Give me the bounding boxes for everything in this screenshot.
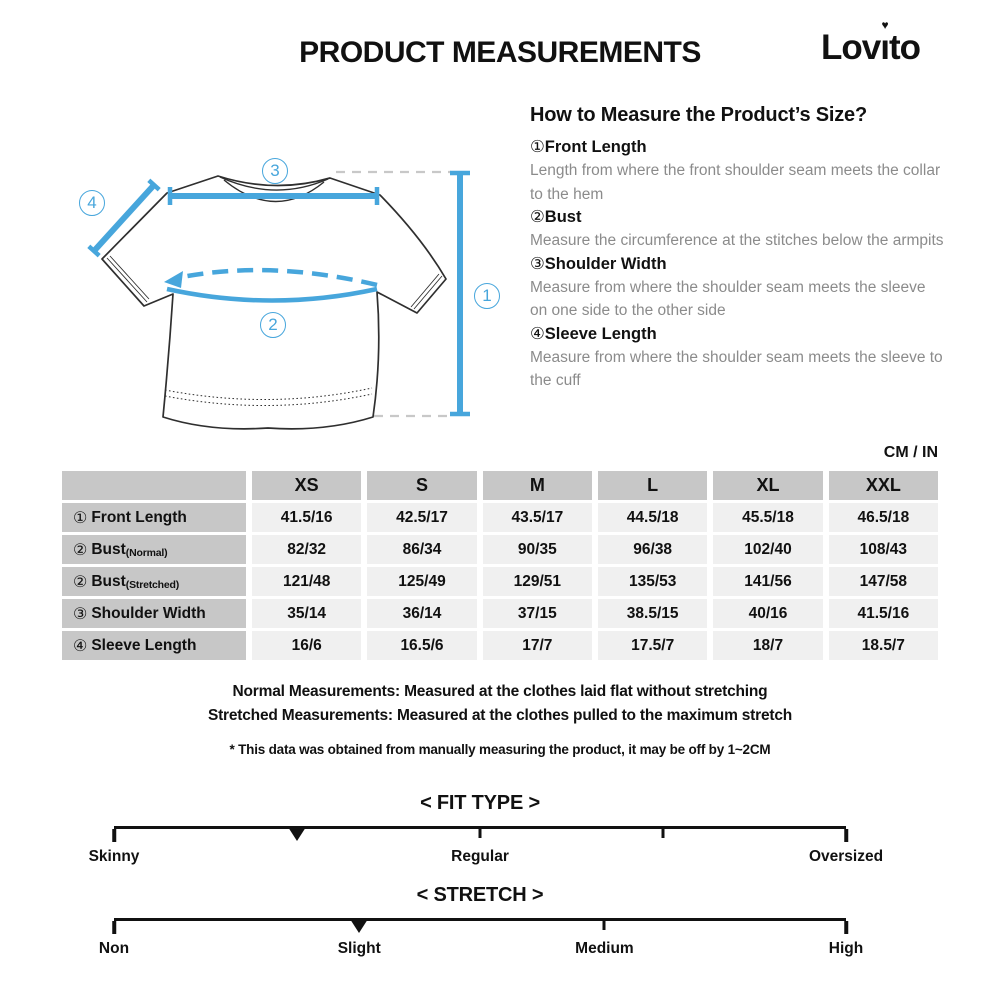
measurement-row-label: ① Front Length (62, 503, 246, 532)
scale-label: Non (98, 940, 130, 957)
scale-tick (112, 921, 116, 934)
disclaimer: * This data was obtained from manually measuring the product, it may be off by 1~2CM (229, 742, 771, 757)
note-normal: Normal Measurements: Measured at the clothes laid flat without stretching (232, 683, 768, 700)
measure-step-label: ②Bust (530, 208, 582, 226)
scale-label: Skinny (88, 848, 140, 865)
measure-step-label: ③Shoulder Width (530, 254, 667, 273)
scale-tick (844, 921, 848, 934)
size-column-header: XS (252, 471, 361, 500)
size-column-header: L (598, 471, 707, 500)
measure-step-label: ④Sleeve Length (530, 324, 657, 343)
units-label: CM / IN (883, 444, 938, 461)
measurement-cell: 16/6 (252, 631, 361, 660)
measurement-cell: 17.5/7 (598, 631, 707, 660)
scale-tick (479, 829, 482, 838)
measurement-cell: 90/35 (483, 535, 592, 564)
scale-labels (88, 848, 884, 868)
scale-marker-icon (350, 919, 368, 933)
stretch-scale (98, 884, 864, 960)
brand-logo: Lovı ♥ to (820, 18, 920, 67)
measurement-row-label: ④ Sleeve Length (62, 631, 246, 660)
scale-label: High (828, 940, 864, 957)
measure-step-desc: Measure from where the shoulder seam meets the sleeve to the cuff (530, 348, 943, 389)
scale-tick (662, 829, 665, 838)
size-column-header: S (367, 471, 476, 500)
fit-type-scale (88, 792, 884, 868)
measurement-cell: 129/51 (483, 567, 592, 596)
measure-step-desc: Length from where the front shoulder seam meets the collar to the hem (530, 162, 941, 203)
page-title: PRODUCT MEASUREMENTS (299, 36, 701, 69)
measurement-cell: 40/16 (713, 599, 822, 628)
measure-step-desc: Measure from where the shoulder seam meets the sleeve on one side to the other side (530, 278, 926, 319)
measurement-row-label: ② Bust (Normal) (62, 535, 246, 564)
table-corner-cell (62, 471, 246, 500)
measure-step-desc: Measure the circumference at the stitches below the armpits (530, 232, 944, 249)
measure-step-label: ①Front Length (530, 138, 647, 156)
measurement-row-label: ② Bust (Stretched) (62, 567, 246, 596)
shirt-svg (60, 140, 520, 440)
scale-marker-icon (288, 827, 306, 841)
measurement-cell: 37/15 (483, 599, 592, 628)
measurement-cell: 38.5/15 (598, 599, 707, 628)
measurement-cell: 42.5/17 (367, 503, 476, 532)
measurement-cell: 46.5/18 (829, 503, 938, 532)
note-stretched: Stretched Measurements: Measured at the clothes pulled to the maximum stretch (207, 707, 793, 724)
measurement-cell: 44.5/18 (598, 503, 707, 532)
callout-shoulder-width: 3 (262, 158, 288, 184)
how-to-title: How to Measure the Product’s Size? (530, 104, 867, 126)
scale-tick (112, 829, 116, 842)
callout-bust: 2 (260, 312, 286, 338)
measurement-cell: 96/38 (598, 535, 707, 564)
measurement-cell: 18.5/7 (829, 631, 938, 660)
scale-title: < FIT TYPE > (420, 792, 540, 814)
size-column-header: XXL (829, 471, 938, 500)
measurement-cell: 45.5/18 (713, 503, 822, 532)
measurement-cell: 41.5/16 (252, 503, 361, 532)
scale-title: < STRETCH > (416, 884, 544, 906)
measurement-cell: 36/14 (367, 599, 476, 628)
measurement-cell: 17/7 (483, 631, 592, 660)
size-column-header: M (483, 471, 592, 500)
scale-label: Regular (451, 848, 509, 865)
measurement-cell: 147/58 (829, 567, 938, 596)
scale-label: Medium (575, 940, 634, 957)
size-column-header: XL (713, 471, 822, 500)
measurement-cell: 102/40 (713, 535, 822, 564)
size-table (62, 471, 938, 660)
how-to-list (530, 136, 944, 393)
shirt-diagram (60, 140, 520, 440)
heart-icon: ♥ (881, 18, 888, 32)
measurement-cell: 35/14 (252, 599, 361, 628)
how-to-section (530, 104, 944, 393)
measurement-cell: 18/7 (713, 631, 822, 660)
callout-sleeve-length: 4 (79, 190, 105, 216)
scale-track (114, 826, 846, 844)
scale-track (114, 918, 846, 936)
measurement-cell: 86/34 (367, 535, 476, 564)
scale-tick (844, 829, 848, 842)
notes-section (0, 680, 1000, 762)
scale-tick (603, 921, 606, 930)
measurement-cell: 125/49 (367, 567, 476, 596)
measurement-cell: 108/43 (829, 535, 938, 564)
measurement-cell: 16.5/6 (367, 631, 476, 660)
measurement-cell: 43.5/17 (483, 503, 592, 532)
scale-label: Oversized (808, 848, 884, 865)
measurement-cell: 82/32 (252, 535, 361, 564)
scale-label: Slight (337, 940, 381, 957)
measurement-row-label: ③ Shoulder Width (62, 599, 246, 628)
measurement-cell: 141/56 (713, 567, 822, 596)
measurement-cell: 41.5/16 (829, 599, 938, 628)
measurement-cell: 121/48 (252, 567, 361, 596)
scale-labels (98, 940, 864, 960)
callout-front-length: 1 (474, 283, 500, 309)
measurement-cell: 135/53 (598, 567, 707, 596)
